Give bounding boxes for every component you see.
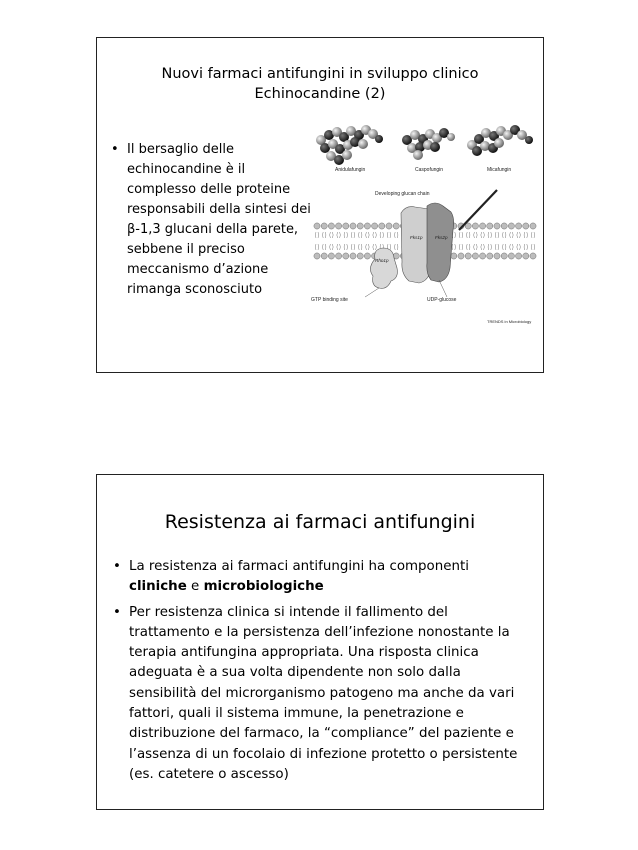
lipid-head: [357, 223, 363, 229]
lipid-head: [523, 253, 529, 259]
lipid-head: [379, 223, 385, 229]
lipid-tail: [322, 232, 326, 238]
lipid-tail: [474, 232, 478, 238]
molecule-label: Anidulafungin: [335, 167, 366, 173]
lipid-head: [336, 223, 342, 229]
lipid-head: [480, 253, 486, 259]
lipid-head: [364, 253, 370, 259]
fks2p-protein: [427, 203, 454, 282]
molecule-label: Caspofungin: [415, 167, 444, 173]
lipid-tail: [502, 232, 506, 238]
lipid-tail: [394, 232, 398, 238]
lipid-head: [516, 223, 522, 229]
lipid-head: [501, 223, 507, 229]
lipid-head: [386, 223, 392, 229]
lipid-head: [343, 253, 349, 259]
bullet-item: [113, 557, 528, 598]
lipid-head: [530, 253, 536, 259]
lipid-tail: [337, 244, 341, 250]
lipid-head: [328, 223, 334, 229]
lipid-head: [501, 253, 507, 259]
lipid-head: [494, 223, 500, 229]
lipid-head: [343, 223, 349, 229]
echinocandin-mechanism-figure: [309, 118, 541, 328]
lipid-head: [508, 223, 514, 229]
lipid-tail: [502, 244, 506, 250]
lipid-head: [465, 253, 471, 259]
lipid-tail: [330, 232, 334, 238]
lipid-head: [336, 253, 342, 259]
lipid-head: [494, 253, 500, 259]
bullet-item: • Il bersaglio delle echinocandine è il complesso delle proteine responsabili della sintesi dei β-1,3 glucani della parete, sebbene il preciso meccanismo d’azione rimanga sconosciuto: [111, 140, 316, 300]
bullet-text: e: [186, 579, 204, 595]
lipid-head: [350, 253, 356, 259]
protein-label: Fks1p: [410, 235, 423, 240]
lipid-tail: [524, 244, 528, 250]
gtp-pointer-line: [365, 288, 379, 297]
bullet-list: [113, 557, 528, 790]
lipid-tail: [531, 244, 535, 250]
lipid-tail: [510, 232, 514, 238]
lipid-tail: [358, 232, 362, 238]
slide-echinocandine: [96, 37, 544, 373]
lipid-head: [480, 223, 486, 229]
lipid-head: [523, 223, 529, 229]
lipid-head: [451, 253, 457, 259]
lipid-tail: [366, 244, 370, 250]
anidulafungin-molecule: [316, 125, 383, 165]
lipid-tail: [322, 244, 326, 250]
lipid-head: [321, 253, 327, 259]
lipid-head: [328, 253, 334, 259]
lipid-tail: [459, 232, 463, 238]
lipid-head: [364, 223, 370, 229]
lipid-head: [314, 253, 320, 259]
lipid-head: [458, 253, 464, 259]
lipid-tail: [481, 244, 485, 250]
lipid-tail: [315, 232, 319, 238]
lipid-tail: [330, 244, 334, 250]
slide-title: Resistenza ai farmaci antifungini: [164, 511, 476, 533]
lipid-head: [321, 223, 327, 229]
protein-label: Rho1p: [375, 258, 389, 263]
lipid-tail: [373, 232, 377, 238]
lipid-tail: [387, 232, 391, 238]
lipid-tail: [517, 244, 521, 250]
lipid-tail: [366, 232, 370, 238]
slide-subtitle: Echinocandine (2): [254, 86, 386, 102]
lipid-head: [516, 253, 522, 259]
udp-glucose-label: UDP-glucose: [427, 297, 457, 303]
figure-credit: TRENDS in Microbiology: [487, 319, 532, 324]
lipid-tail: [380, 232, 384, 238]
lipid-head: [393, 223, 399, 229]
bullet-item: • Per resistenza clinica si intende il fallimento del trattamento e la persistenza dell’infezione nonostante la terapia antifungina appropriata. Una risposta clinica adeguata è a sua volta dipendente non solo dalla sensibilità del microrganismo patogeno ma anche da vari fattori, quali il sistema immune, la penetrazione e distribuzione del farmaco, la “compliance” del paziente e l’assenza di un focolaio di infezione protetto o persistente (es. catetere o ascesso): [113, 603, 528, 786]
micafungin-molecule: [467, 125, 533, 156]
lipid-head: [472, 253, 478, 259]
lipid-tail: [466, 244, 470, 250]
lipid-tail: [488, 244, 492, 250]
lipid-head: [487, 253, 493, 259]
lipid-tail: [466, 232, 470, 238]
lipid-tail: [510, 244, 514, 250]
gtp-site-label: GTP binding site: [311, 297, 348, 303]
lipid-tail: [394, 244, 398, 250]
lipid-tail: [517, 232, 521, 238]
lipid-tail: [531, 232, 535, 238]
bullet-list: [111, 140, 316, 300]
udp-pointer-line: [439, 280, 447, 297]
bullet-text: La resistenza ai farmaci antifungini ha componenti: [129, 559, 469, 574]
lipid-tail: [481, 232, 485, 238]
lipid-tail: [452, 244, 456, 250]
glucan-chain-label: Developing glucan chain: [375, 191, 430, 197]
lipid-head: [350, 223, 356, 229]
protein-label: Fks2p: [435, 235, 448, 240]
lipid-tail: [474, 244, 478, 250]
bold-term-cliniche: cliniche: [129, 579, 187, 595]
lipid-tail: [351, 244, 355, 250]
lipid-tail: [495, 232, 499, 238]
bold-term-microbiologiche: microbiologiche: [203, 579, 324, 595]
lipid-head: [472, 223, 478, 229]
lipid-tail: [488, 232, 492, 238]
lipid-tail: [315, 244, 319, 250]
slide-title: Nuovi farmaci antifungini in sviluppo clinico: [161, 66, 479, 82]
slide-resistenza: [96, 474, 544, 810]
lipid-tail: [495, 244, 499, 250]
lipid-head: [530, 223, 536, 229]
lipid-head: [314, 223, 320, 229]
lipid-tail: [358, 244, 362, 250]
lipid-tail: [351, 232, 355, 238]
lipid-tail: [524, 232, 528, 238]
lipid-tail: [344, 244, 348, 250]
lipid-tail: [459, 244, 463, 250]
molecule-label: Micafungin: [487, 167, 512, 173]
lipid-head: [508, 253, 514, 259]
caspofungin-molecule: [402, 128, 455, 160]
lipid-head: [372, 223, 378, 229]
lipid-head: [487, 223, 493, 229]
lipid-tail: [373, 244, 377, 250]
lipid-tail: [337, 232, 341, 238]
lipid-tail: [344, 232, 348, 238]
lipid-head: [357, 253, 363, 259]
